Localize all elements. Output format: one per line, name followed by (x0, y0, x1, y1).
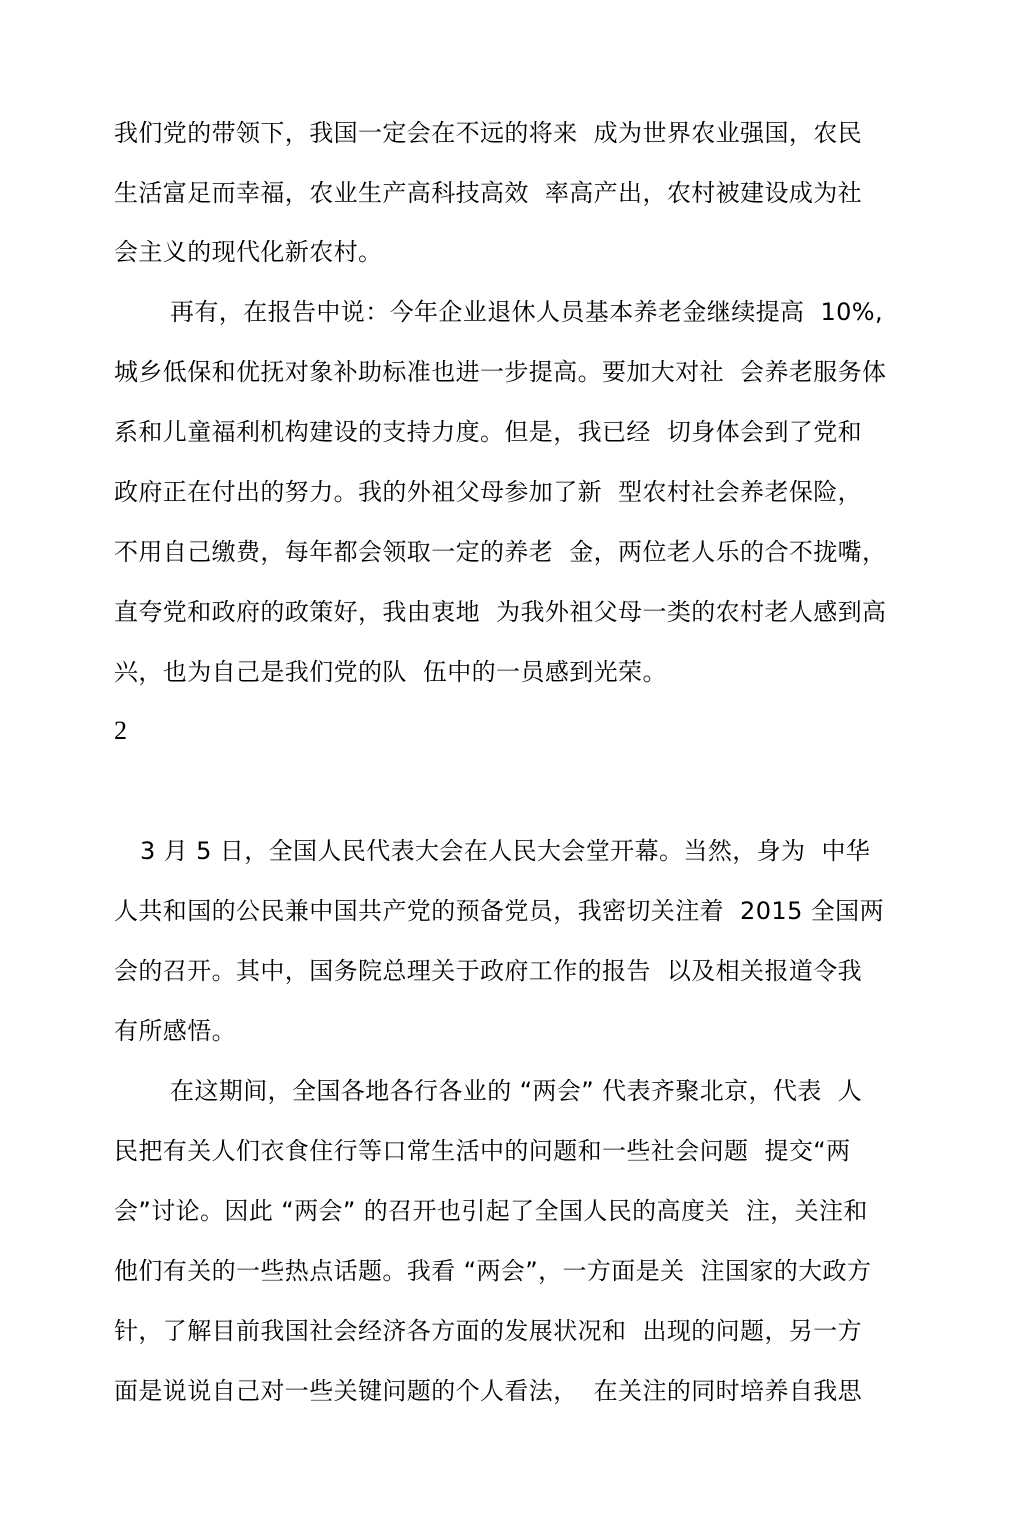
text-line: 政府正在付出的努力。我的外祖父母参加了新 型农村社会养老保险， (114, 478, 863, 506)
text-line: 民把有关人们衣食住行等口常生活中的问题和一些社会问题 提交“两 (114, 1137, 851, 1165)
text-line: 不用自己缴费，每年都会领取一定的养老 金，两位老人乐的合不拢嘴， (114, 538, 887, 566)
paragraph-first-line: 3 月 5 日，全国人民代表大会在人民大会堂开幕。当然，身为 中华 (140, 837, 871, 865)
text-line: 面是说说自己对一些关键问题的个人看法， 在关注的同时培养自我思 (114, 1377, 863, 1405)
text-line: 有所感悟。 (114, 1017, 236, 1045)
text-line: 我们党的带领下，我国一定会在不远的将来 成为世界农业强国，农民 (114, 119, 863, 147)
paragraph-first-line: 在这期间，全国各地各行各业的 “两会” 代表齐聚北京，代表 人 (170, 1077, 863, 1105)
text-line: 他们有关的一些热点话题。我看 “两会”，一方面是关 注国家的大政方 (114, 1257, 872, 1285)
text-line: 生活富足而幸福，农业生产高科技高效 率高产出，农村被建设成为社 (114, 179, 863, 207)
text-line: 会”讨论。因此 “两会” 的召开也引起了全国人民的高度关 注，关注和 (114, 1197, 868, 1225)
text-line: 城乡低保和优抚对象补助标准也进一步提高。要加大对社 会养老服务体 (114, 358, 887, 386)
text-line: 兴，也为自己是我们党的队 伍中的一员感到光荣。 (114, 658, 667, 686)
text-line: 针，了解目前我国社会经济各方面的发展状况和 出现的问题，另一方 (114, 1317, 863, 1345)
text-line: 会的召开。其中，国务院总理关于政府工作的报告 以及相关报道令我 (114, 957, 863, 985)
text-line: 人共和国的公民兼中国共产党的预备党员，我密切关注着 2015 全国两 (114, 897, 884, 925)
text-line: 直夸党和政府的政策好，我由衷地 为我外祖父母一类的农村老人感到高 (114, 598, 887, 626)
text-line: 会主义的现代化新农村。 (114, 238, 383, 266)
paragraph-first-line: 再有，在报告中说：今年企业退休人员基本养老金继续提高 10%, (170, 298, 884, 326)
section-number: 2 (114, 716, 127, 745)
text-line: 系和儿童福利机构建设的支持力度。但是，我已经 切身体会到了党和 (114, 418, 863, 446)
